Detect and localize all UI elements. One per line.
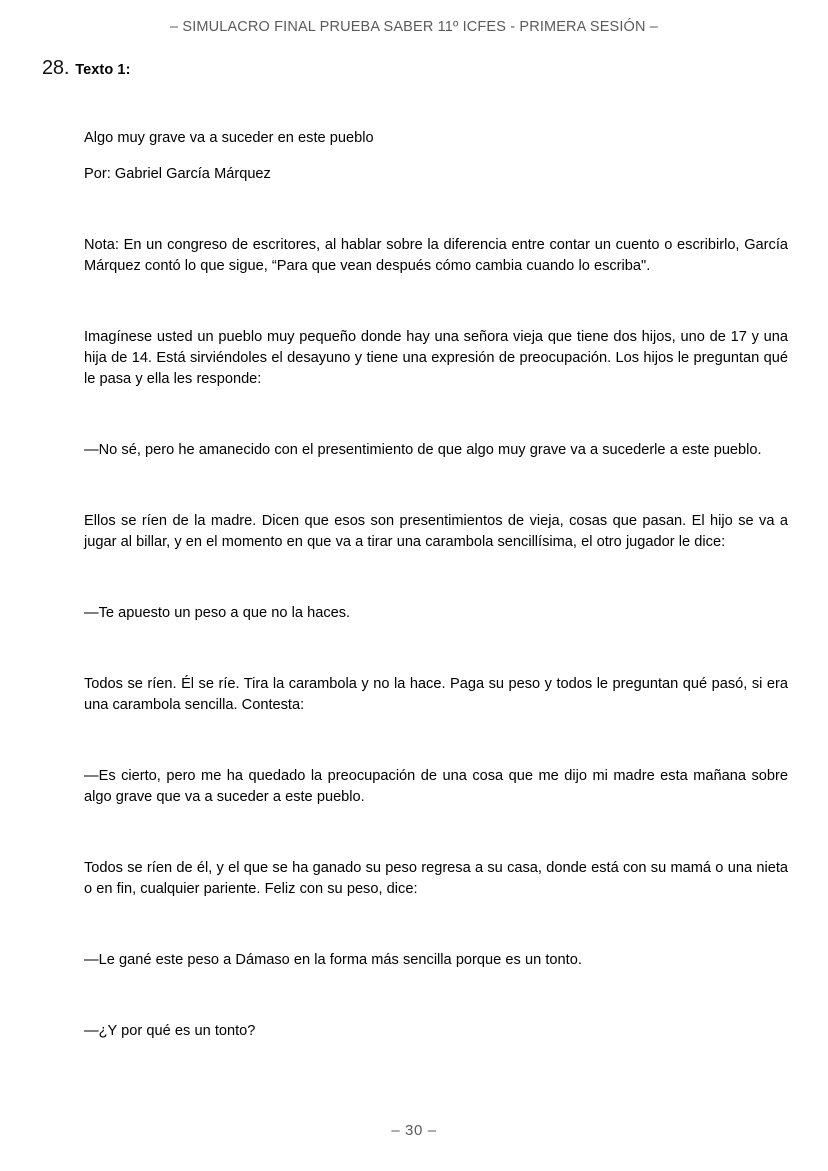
spacer <box>84 553 788 603</box>
reading-paragraph: —Le gané este peso a Dámaso en la forma más sencilla porque es un tonto. <box>84 952 582 968</box>
spacer <box>84 149 788 164</box>
question-label: Texto 1: <box>75 62 131 78</box>
reading-paragraph: Todos se ríen de él, y el que se ha ganado su peso regresa a su casa, donde está con su mamá o una nieta o en fin, cualquier pariente. Feliz con su peso, dice: <box>84 860 788 897</box>
spacer <box>84 185 788 235</box>
reading-paragraph: —Te apuesto un peso a que no la haces. <box>84 605 351 621</box>
reading-paragraph: Imagínese usted un pueblo muy pequeño donde hay una señora vieja que tiene dos hijos, uno de 17 y una hija de 14. Está sirviéndoles el desayuno y tiene una expresión de preocupación. Los hijos le preguntan qué le pasa y ella les responde: <box>84 329 788 387</box>
spacer <box>84 900 788 950</box>
spacer <box>84 624 788 674</box>
running-header: – SIMULACRO FINAL PRUEBA SABER 11º ICFES - PRIMERA SESIÓN – <box>170 19 658 35</box>
reading-paragraph: —¿Y por qué es un tonto? <box>84 1023 256 1039</box>
spacer <box>84 277 788 327</box>
reading-paragraph: Ellos se ríen de la madre. Dicen que esos son presentimientos de vieja, cosas que pasan. El hijo se va a jugar al billar, y en el momento en que va a tirar una carambola sencillísima, el otro jugador le dice: <box>84 513 788 550</box>
reading-paragraph: Todos se ríen. Él se ríe. Tira la carambola y no la hace. Paga su peso y todos le preguntan qué pasó, si era una carambola sencilla. Contesta: <box>84 676 788 713</box>
spacer <box>84 390 788 440</box>
reading-paragraph: Nota: En un congreso de escritores, al hablar sobre la diferencia entre contar un cuento o escribirlo, García Márquez contó lo que sigue, “Para que vean después cómo cambia cuando lo escriba". <box>84 237 788 274</box>
question-number: 28. <box>42 57 70 79</box>
reading-byline: Por: Gabriel García Márquez <box>84 166 271 182</box>
question-heading <box>42 58 131 78</box>
spacer <box>84 716 788 766</box>
reading-paragraph: —Es cierto, pero me ha quedado la preocupación de una cosa que me dijo mi madre esta mañana sobre algo grave que va a suceder a este pueblo. <box>84 768 788 805</box>
spacer <box>84 971 788 1021</box>
reading-text-column <box>84 128 788 1042</box>
spacer <box>84 461 788 511</box>
reading-title: Algo muy grave va a suceder en este pueblo <box>84 130 374 146</box>
spacer <box>84 808 788 858</box>
page-number-footer: – 30 – <box>391 1122 437 1139</box>
reading-paragraph: —No sé, pero he amanecido con el presentimiento de que algo muy grave va a sucederle a este pueblo. <box>84 442 762 458</box>
